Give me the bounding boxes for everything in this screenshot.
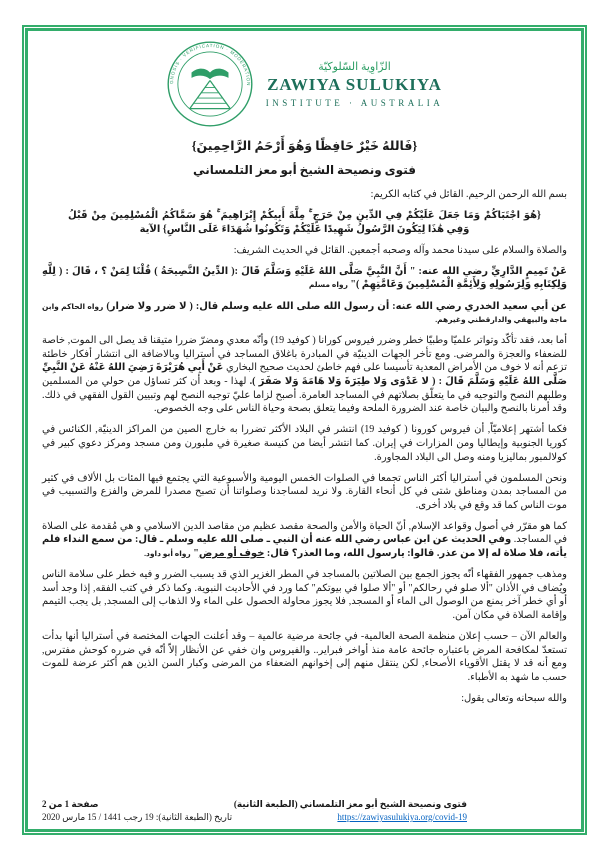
header: [42, 40, 567, 128]
page-border-frame: [22, 25, 587, 835]
document-body: [42, 188, 567, 706]
brand-latin-name: ZAWIYA SULUKIYA: [267, 75, 442, 94]
salat-line: والصلاة والسلام على سيدنا محمد وآله وصحبه أجمعين. القائل في الحديث الشريف:: [233, 244, 567, 256]
paragraph-maqasid: [42, 520, 567, 561]
quran-verse: {هُوَ اجْتَبَاكُمْ وَمَا جَعَلَ عَلَيْكُمْ فِي الدِّينِ مِنْ حَرَجٍ ۚ مِلَّةَ أَبِيكُمْ إِبْرَاهِيمَ ۚ هُوَ سَمَّاكُمُ الْمُسْلِمِينَ مِنْ قَبْلُ وَفِي هَٰذَا لِيَكُونَ الرَّسُولُ شَهِيدًا عَلَيْكُمْ وَتَكُونُوا شُهَدَاءَ عَلَى النَّاسِ} الآية: [68, 210, 541, 235]
hadith-tamim: [42, 265, 567, 292]
amma-run1: أما بعد، فقد تأكّد وتواتر علميّا وطبيّا خطر وضرر فيروس كورانا ( كوفيد 19) وأنّه معدي ومضرّ ضررا متيقنا قد يصل الى الموت, خاصة للضعفاء والعجزة والمرضى. ومع تأخر الجهات الدينيّة في المبادرة باغلاق المساجد في أستراليا وبالاضافة الى انتشار أفكار خاطئة تزعم أنه لا خوف من الأمراض المعدية تأسيسا على فهم خاطئ لحديث صحيح البخاري: [42, 335, 567, 374]
maqasid-narrator: رواه أبو داود.: [144, 549, 191, 559]
brand-block: [266, 60, 444, 108]
hadith-abusaid-narrator: رواه الحاكم وابن ماجة والبيهقي والدارقطني وغيرهم.: [42, 301, 567, 325]
basmala-line: بسم الله الرحمن الرحيم. القائل في كتابه الكريم:: [370, 189, 567, 200]
footer-edition-date: تاريخ (الطبعة الثانية): 19 رجب 1441 / 15 مارس 2020: [42, 812, 233, 822]
paragraph-media-spread: فكما أشتهر إعلاميّاً, أن فيروس كورونا ( كوفيد 19) انتشر في البلاد الأكثر تضررا به خارج الصين من المراكز الدينيّة, الكنائس في كوريا الجنوبية وإيطاليا ومن المزارات في إيران. كما انتشر أيضا من كنيسة صغيرة في ملبورن ومن مسجد ومركز دعوي كبير في كولالمبور بماليزيا ومنه وصل الى البلاد المجاورة.: [42, 424, 567, 463]
closing-line: والله سبحانه وتعالى يقول:: [461, 692, 567, 704]
page-footer: [42, 798, 567, 824]
hadith-abusaid: [42, 300, 567, 327]
brand-arabic-name: الزّاوِية السّلوكيّة: [318, 61, 391, 73]
maqasid-run1: كما هو مقرّر في أصول وقواعد الإسلام, أنّ الحياة والأمن والصحة مقصد عظيم من مقاصد الدين الاسلامي و هي مُقدمة على الصلاة في المساجد.: [42, 520, 567, 546]
maqasid-hadith-bold: وفي الحديث عن ابن عباس رضي الله عنه أن النبي ـ صلى الله عليه وسلم ـ قال: من سمع النداء فلم يأته، فلا صلاة له إلا من عذر. قالوا: يارسول الله، وما العذر؟ قال:: [42, 534, 567, 560]
paragraph-muslims-australia: ونحن المسلمون في أستراليا أكثر الناس تجمعا في الصلوات الخمس اليومية والأسبوعية التي يجتمع فيها المئات بل الألاف في كثير من المساجد بمدن ومناطق شتى في كل أنحاء القارة. ولا نريد لمساجدنا وصلواتنا أن تصبح مصدرا للمرض والفزع والتسبيب في موت الناس كما قد وقع في بلاد أخرى.: [42, 472, 567, 511]
paragraph-amma-baad: [42, 334, 567, 416]
maqasid-underlined-phrase: خوف أو مرض: [198, 548, 265, 560]
seal-ring-text: GNOSIS · VERIFICATION · MODERATION: [168, 42, 251, 87]
paragraph-who-pandemic: والعالم الآن – حسب إعلان منظمة الصحة العالمية- في جائحة مرضية عالمية – وقد أعلنت الجهات المختصة في أستراليا أنها بدأت تستعدّ لمكافحة المرض باعتباره جائحة عامة منذ أواخر فبراير.. والفيروس وان خفي عن الأنظار إلاّ أنّه في ضرره كوحش مفترس, ومع أنه قد لا يقتل الأقوياء الأصحاء, لكن ينتقل منهم إلى إخوانهم الضعفاء من المرضى وكبار السن الذين هم أكثر عرضة للموت حسب ما شهد به الأطباء.: [42, 631, 567, 683]
institute-seal-icon: [166, 40, 254, 128]
footer-page-block: [42, 798, 232, 824]
paragraph-fiqh-majority: ومذهب جمهور الفقهاء أنّه يجوز الجمع بين الصلاتين بالمساجد في المطر الغزير الذي قد يسبب الضرر و فيه خطر على سلامة الناس ويُضاف في الأذان "ألا صلو في رحالكم" أو "ألا صلوا في بيوتكم" كما ورد في الأحاديث النبوية. وكما ذكر في كتب الفقه, إذا وجد أسد أو أي خطر آخر يمنع من الوصول الى الماء أو المسجد, فلا يجوز محاولة الحصول على الماء ولا الذهاب إلى المسجد, بل يجب التيمم وإقامة الصلاة في مكان آمن.: [42, 569, 567, 621]
document-subtitle: فتوى ونصيحة الشيخ أبو معز التلمساني: [193, 163, 416, 177]
maqasid-quote-close: ": [190, 548, 199, 560]
brand-subtitle: INSTITUTE · AUSTRALIA: [265, 98, 444, 108]
amma-run3: لهذا - وبعد أن كثر تساؤل من حولي من المسلمين وطلبهم النصح والتوجيه في ما يتعلّق بصلاتهم في المساجد العامرة. أصبح لزاما عليّ توجيه النصح لهم وتبيين القول الفقهي في ذلك. وقد أمرنا بالنصح والبيان خاصة عند الضرورة الملحة وفيما يتعلق بصحة وحياة الناس على وجه الخصوص.: [42, 376, 567, 415]
hadith-abusaid-text: عن أبي سعيد الخدري رضي الله عنه: أن رسول الله صلى الله عليه وسلم قال: ( لا ضرر ولا ضرار): [103, 300, 567, 312]
footer-document-title: فتوى ونصيحة الشيخ أبو معز التلمساني (الطبعة الثانية): [233, 799, 467, 809]
footer-title-block: [234, 798, 467, 824]
amma-hadith-bold: عَنْ أَبِي هُرَيْرَةَ رَضِيَ اللهُ عَنْهُ عَنْ النَّبِيِّ صَلَّى اللهُ عَلَيْهِ وَسَلَّمَ قَالَ : ( لا عَدْوَى وَلا طِيَرَةَ وَلا هَامَةَ وَلا صَفَرَ ).: [42, 362, 567, 388]
page-content: [25, 28, 584, 832]
footer-page-number: صفحة 1 من 2: [42, 799, 99, 809]
document-verse-title: {فَاللهُ خَيْرٌ حَافِظًا وَهُوَ أَرْحَمُ الرَّاحِمِينَ}: [191, 139, 418, 153]
hadith-tamim-text: عَنْ تَمِيمٍ الدَّارِيِّ رضي الله عنه: " أَنَّ النَّبِيَّ صَلَّى اللهُ عَلَيْهِ وَسَلَّمَ قَالَ :( الدِّينُ النَّصِيحَةُ ) قُلْنَا لِمَنْ ؟ ، قَالَ : ( لِلَّهِ وَلِكِتَابِهِ وَلِرَسُولِهِ وَلِأَئِمَّةِ الْمُسْلِمِينَ وَعَامَّتِهِمْ )": [42, 265, 567, 291]
hadith-tamim-narrator: رواه مسلم: [308, 280, 348, 290]
footer-link[interactable]: https://zawiyasulukiya.org/covid-19: [337, 812, 467, 822]
